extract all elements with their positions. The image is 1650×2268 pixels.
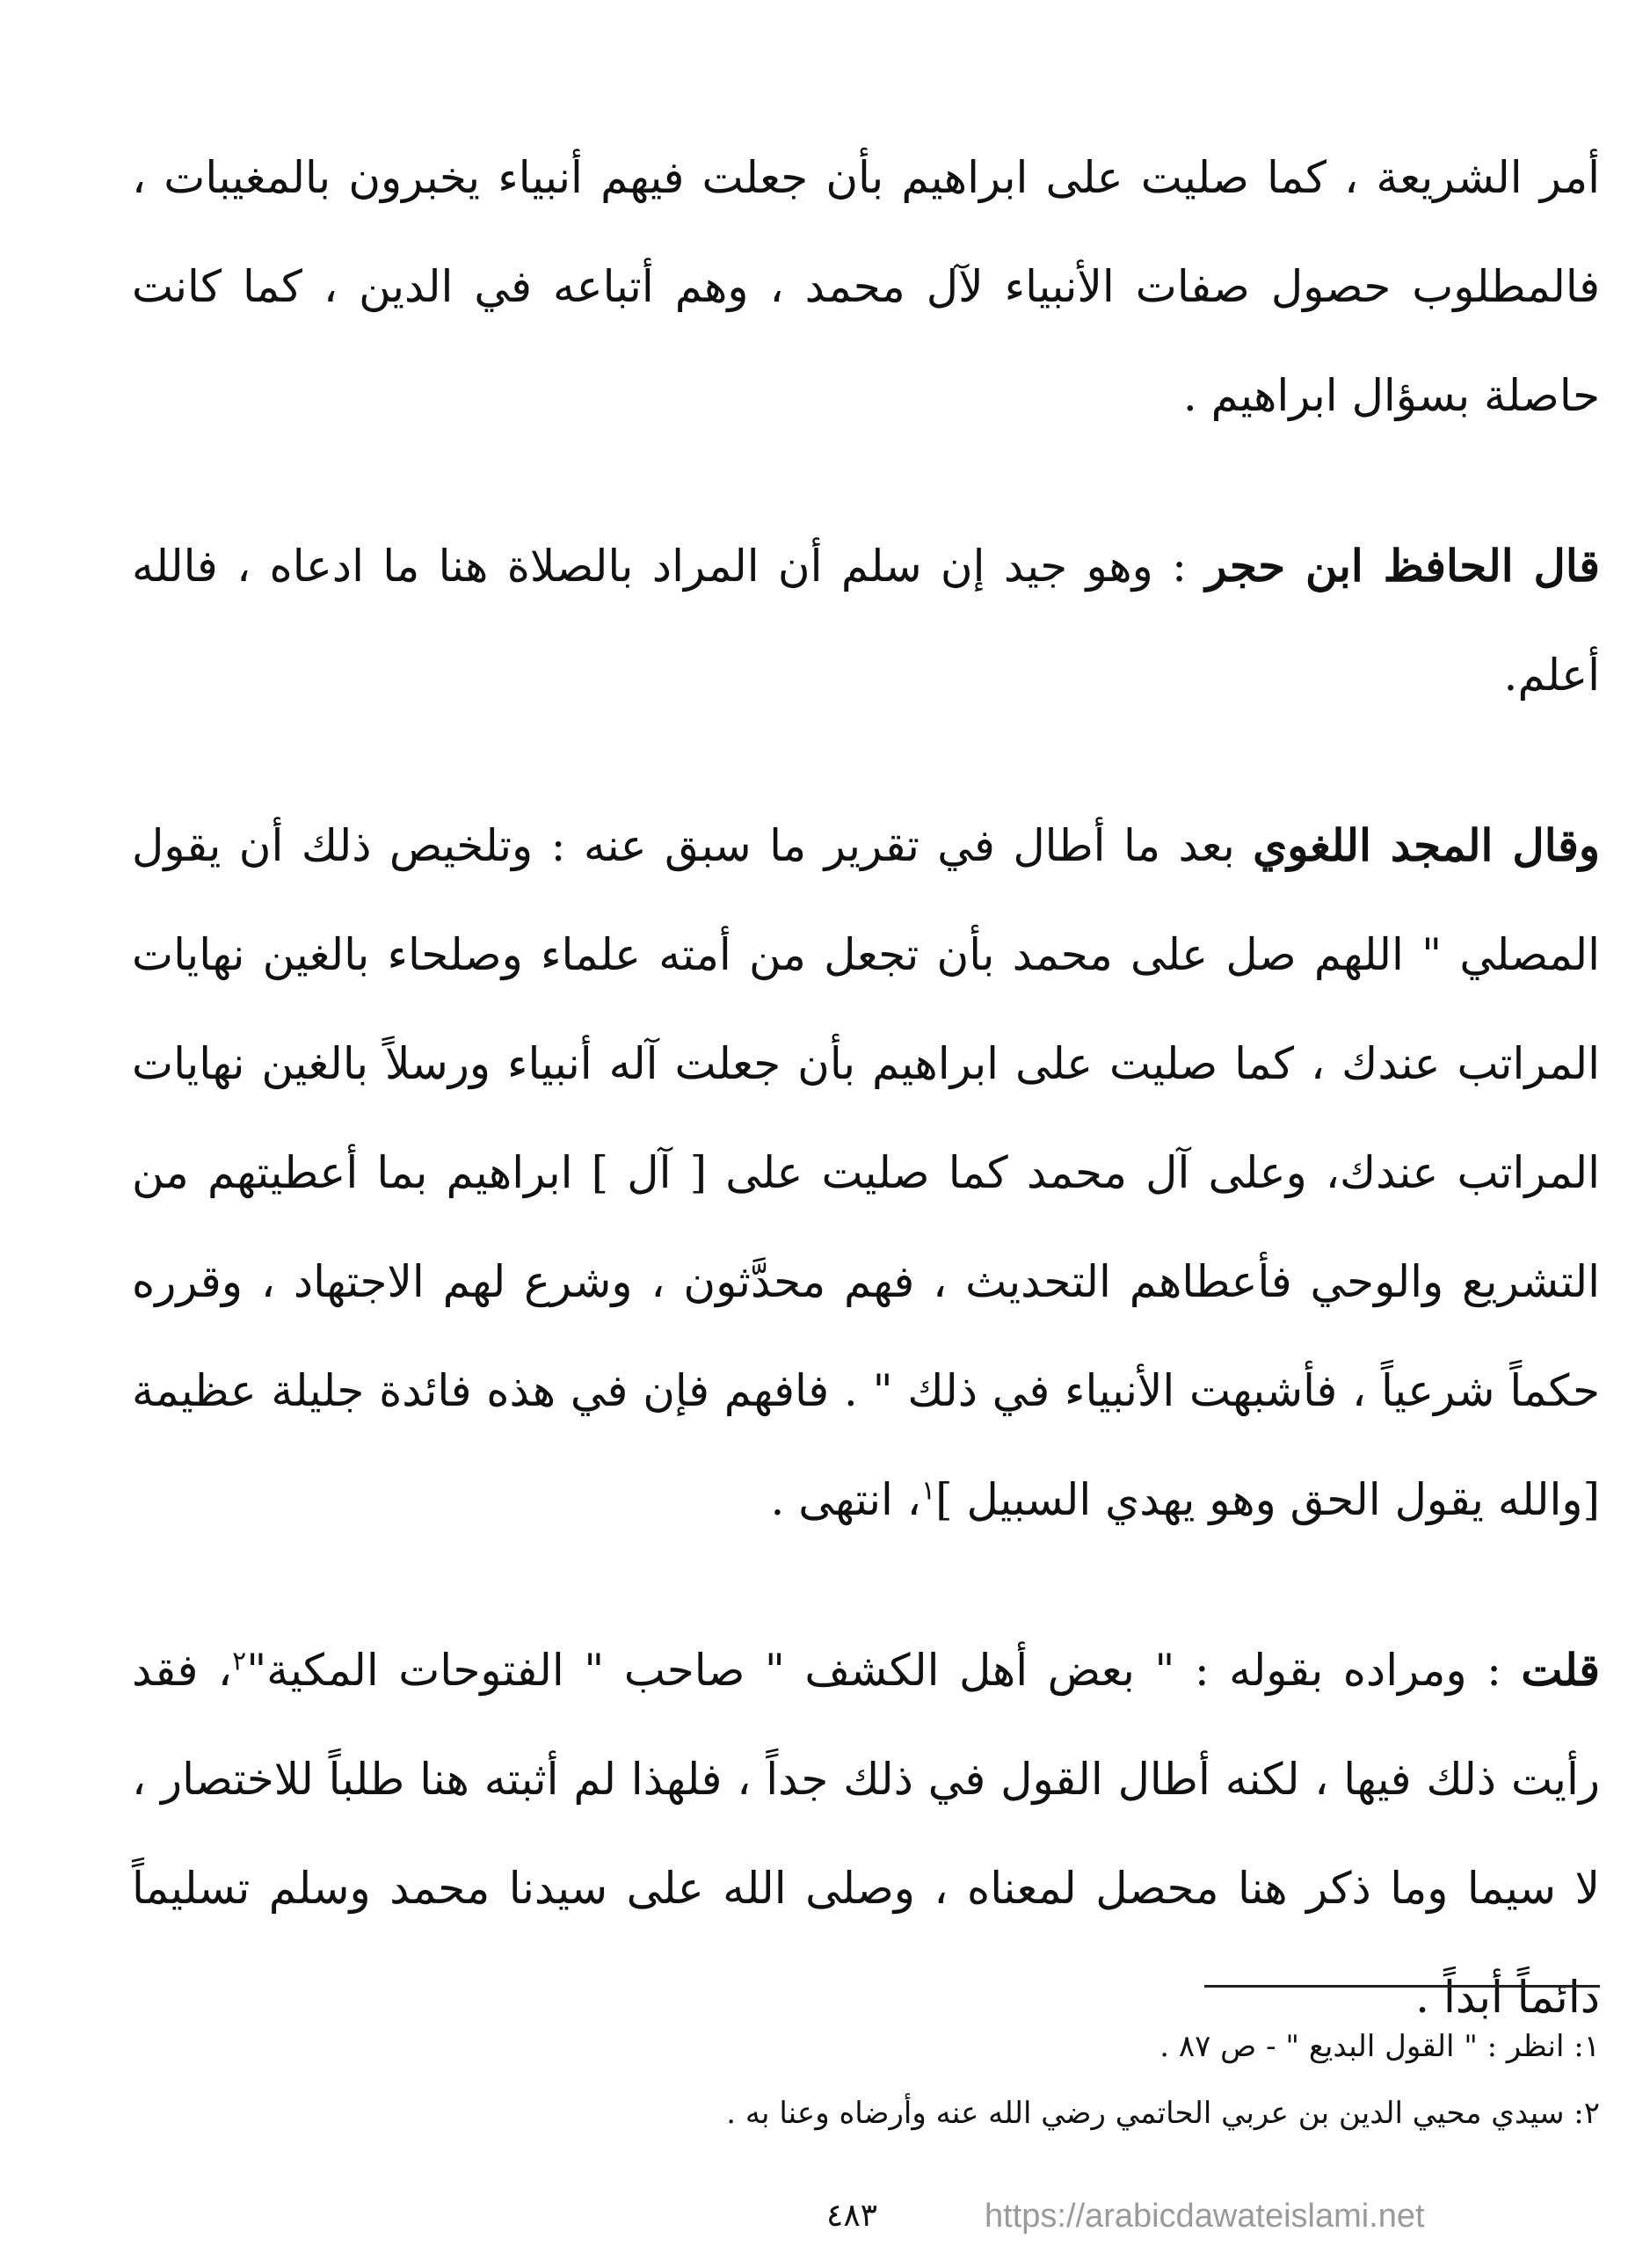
paragraph-1-text: أمر الشريعة ، كما صليت على ابراهيم بأن جعلت فيهم أنبياء يخبرون بالمغيبات ، فالمطلوب حصول صفات الأنبياء لآل محمد ، وهم أتباعه في الدين ، كما كانت حاصلة بسؤال ابراهيم . (132, 152, 1600, 421)
footnote-ref-1[interactable]: ١ (920, 1475, 936, 1507)
paragraph-2 (132, 512, 1600, 730)
paragraph-3-text: بعد ما أطال في تقرير ما سبق عنه : وتلخيص ذلك أن يقول المصلي " اللهم صل على محمد بأن تجعل من أمته علماء وصلحاء بالغين نهايات المراتب عندك ، كما صليت على ابراهيم بأن جعلت آله أنبياء ورسلاً بالغين نهايات المراتب عندك، وعلى آل محمد كما صليت على [ آل ] ابراهيم بما أعطيتهم من التشريع والوحي فأعطاهم التحديث ، فهم محدَّثون ، وشرع لهم الاجتهاد ، وقرره حكماً شرعياً ، فأشبهت الأنبياء في ذلك " . فافهم فإن في هذه فائدة جليلة عظيمة [والله يقول الحق وهو يهدي السبيل ] (132, 820, 1600, 1525)
main-text (132, 123, 1600, 2113)
paragraph-2-lead: قال الحافظ ابن حجر (1205, 540, 1600, 592)
footnote-divider (1204, 1985, 1600, 1988)
paragraph-4-lead: قلت (1521, 1644, 1600, 1696)
footnotes (132, 2013, 1600, 2147)
paragraph-3-lead: وقال المجد اللغوي (1253, 819, 1600, 871)
paragraph-2-text: : وهو جيد إن سلم أن المراد بالصلاة هنا ما ادعاه ، فالله أعلم. (132, 541, 1600, 701)
page-number: ٤٨٣ (826, 2198, 878, 2234)
paragraph-3 (132, 791, 1600, 1554)
paragraph-4-tail: ، فقد رأيت ذلك فيها ، لكنه أطال القول في ذلك جداً ، فلهذا لم أثبته هنا طلباً للاختصار ، لا سيما وما ذكر هنا محصل لمعناه ، وصلى الله على سيدنا محمد وسلم تسليماً دائماً أبداً . (132, 1645, 1600, 2023)
watermark-url[interactable]: https://arabicdawateislami.net (985, 2198, 1425, 2235)
footnote-1: ١: انظر : " القول البديع " - ص ٨٧ . (1159, 2029, 1600, 2064)
paragraph-4-text: : ومراده بقوله : " بعض أهل الكشف " صاحب " الفتوحات المكية" (246, 1645, 1522, 1696)
paragraph-1 (132, 123, 1600, 450)
paragraph-3-tail: ، انتهى . (770, 1474, 921, 1525)
footnote-2: ٢: سيدي محيي الدين بن عربي الحاتمي رضي الله عنه وأرضاه وعنا به . (726, 2096, 1600, 2131)
footnote-ref-2[interactable]: ٢ (232, 1646, 247, 1677)
